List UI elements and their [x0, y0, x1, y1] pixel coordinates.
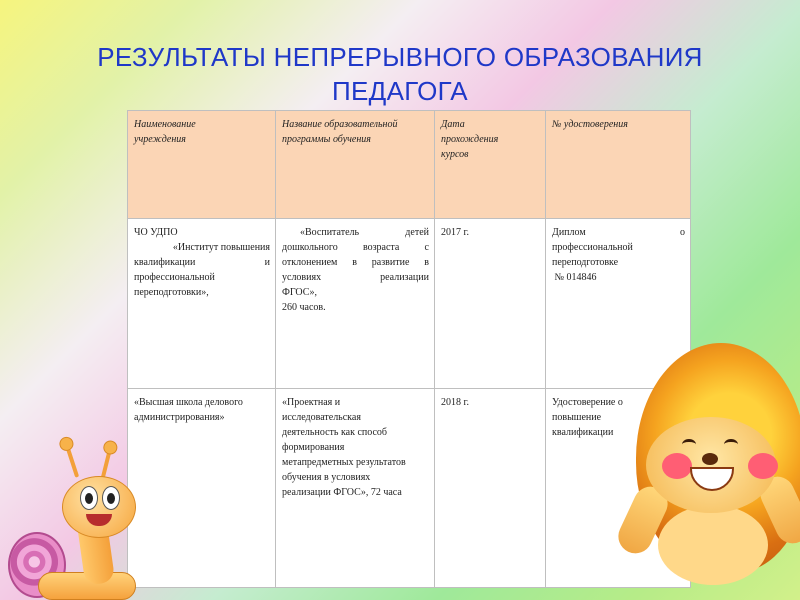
header-program-line: Название образовательной [282, 119, 398, 130]
cell-line: квалификации и [134, 257, 270, 268]
cell-line: № 014846 [552, 272, 597, 283]
hedgehog-cheek [662, 453, 692, 479]
cell-line: ФГОС», [282, 287, 317, 298]
cell-line: профессиональной [134, 272, 215, 283]
snail-eye [80, 486, 98, 510]
snail-antenna [65, 444, 79, 478]
slide-title-line-1: РЕЗУЛЬТАТЫ НЕПРЕРЫВНОГО ОБРАЗОВАНИЯ [97, 42, 703, 72]
cell-program [276, 219, 435, 389]
cell-line: Удостоверение о [552, 397, 623, 408]
cell-line: переподготовке [552, 257, 619, 268]
cell-line: исследовательская [282, 412, 361, 423]
snail-eye [102, 486, 120, 510]
cell-line: администрирования» [134, 412, 225, 423]
hedgehog-eye [724, 439, 738, 450]
header-course-date [435, 111, 546, 219]
cell-line: метапредметных результатов [282, 457, 406, 468]
hedgehog-cheek [748, 453, 778, 479]
cell-line: «Институт повышения [172, 242, 270, 253]
header-institution-line: учреждения [134, 134, 186, 145]
snail-head [62, 476, 136, 538]
cell-line: деятельность как способ [282, 427, 388, 438]
table-header-row [128, 111, 691, 219]
cell-line: переподготовки», [134, 287, 209, 298]
cell-date [435, 219, 546, 389]
cell-line: квалификации [552, 427, 614, 438]
hedgehog-belly [658, 505, 768, 585]
header-program-line: программы обучения [282, 134, 371, 145]
cell-line: обучения в условиях [282, 472, 371, 483]
cell-line: отклонением в развитие в [282, 257, 429, 268]
cell-line: «Высшая школа делового [134, 397, 243, 408]
header-certificate-number [546, 111, 691, 219]
courses-table [127, 110, 691, 588]
cell-line: формирования [282, 442, 345, 453]
header-certificate-line: № удостоверения [552, 119, 628, 130]
header-institution [128, 111, 276, 219]
header-institution-line: Наименование [134, 119, 196, 130]
cell-line: реализации ФГОС», 72 часа [282, 487, 402, 498]
cell-institution [128, 219, 276, 389]
cell-line: «Проектная и [282, 397, 341, 408]
header-program [276, 111, 435, 219]
hedgehog-nose [702, 453, 718, 465]
cell-date [435, 389, 546, 588]
header-date-line: прохождения [441, 134, 499, 145]
cell-line: условиях реализации [282, 272, 429, 283]
cell-line: 2017 г. [441, 227, 469, 238]
cell-line: «Воспитатель детей [300, 227, 429, 238]
cell-line: ЧО УДПО [134, 227, 178, 238]
cell-line: повышение [552, 412, 602, 423]
cell-line: 260 часов. [282, 302, 326, 313]
cell-line: 2018 г. [441, 397, 469, 408]
snail-mascot [0, 440, 140, 600]
hedgehog-eye [682, 439, 696, 450]
hedgehog-mascot [618, 335, 800, 600]
cell-line: Диплом о [552, 227, 685, 238]
cell-line: дошкольного возраста с [282, 242, 429, 253]
slide-title [0, 40, 800, 108]
header-date-line: Дата [441, 119, 465, 130]
cell-institution [128, 389, 276, 588]
cell-program [276, 389, 435, 588]
table-row [128, 389, 691, 588]
header-date-line: курсов [441, 149, 469, 160]
table-row [128, 219, 691, 389]
slide-title-line-2: ПЕДАГОГА [332, 76, 468, 106]
cell-line: профессиональной [552, 242, 633, 253]
